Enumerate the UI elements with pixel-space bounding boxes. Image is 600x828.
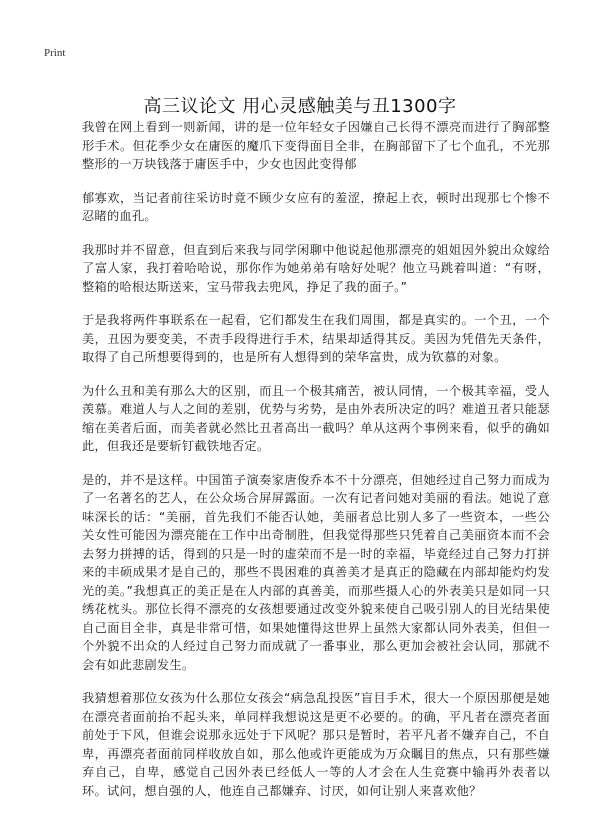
paragraph-5: 为什么丑和美有那么大的区别，而且一个极其痛苦，被认同情，一个极其幸福，受人羡慕。难道人与人之间的差别，优势与劣势，是由外表所决定的吗？难道丑者只能瑟缩在美者后面，而美者就必然比丑者高出一截吗？单从这两个事例来看，似乎的确如此，但我还是要斩钉截铁地否定。 [82, 383, 550, 453]
article-title: 高三议论文 用心灵感触美与丑1300字 [143, 96, 457, 118]
paragraph-4: 于是我将两件事联系在一起看，它们都发生在我们周围，都是真实的。一个丑，一个美，丑因为要变美，不责手段得进行手术，结果却适得其反。美因为凭借先天条件，取得了自己所想要得到的，也是所有人想得到的荣华富贵，成为钦慕的对象。 [82, 313, 550, 364]
article-body [82, 118, 550, 815]
paragraph-7: 我猜想着那位女孩为什么那位女孩会“病急乱投医”盲目手术，很大一个原因那便是她在漂亮者面前抬不起头来，单同样我想说这是更不必要的。的确，平凡者在漂亮者面前处于下风，但谁会说那永远处于下风呢？那只是暂时，若平凡者不嫌弃自己，不自卑，再漂亮者面前同样收放自如，那么他或许更能成为万众瞩目的焦点，只有那些嫌弃自己，自卑，感觉自己因外表已经低人一等的人才会在人生竞赛中输再外表者以环。试问，想自强的人，他连自己都嫌弃、讨厌，如何让别人来喜欢他？ [82, 691, 550, 798]
paragraph-3: 我那时并不留意，但直到后来我与同学闲聊中他说起他那漂亮的姐姐因外貌出众嫁给了富人家，我打着哈哈说，那你作为她弟弟有啥好处呢？他立马跳着叫道：“有呀，整箱的哈根达斯送来，宝马带我去兜风，挣足了我的面子。” [82, 242, 550, 294]
paragraph-6: 是的，并不是这样。中国笛子演奏家唐俊乔本不十分漂亮，但她经过自己努力而成为了一名著名的艺人，在公众场合屏屏露面。一次有记者问她对美丽的看法。她说了意味深长的话：“美丽，首先我们不能否认她，美丽者总比别人多了一些资本，一些公关女性可能因为漂亮能在工作中出奇制胜，但我觉得那些只凭着自己美丽资本而不会去努力拼搏的话，得到的只是一时的虚荣而不是一时的幸福，毕竟经过自己努力打拼来的丰硕成果才是自己的，那些不畏困难的真善美才是真正的隐藏在内部却能灼灼发光的美。”我想真正的美正是在人内部的真善美，而那些摄人心的外表美只是如同一只绣花枕头。那位长得不漂亮的女孩想要通过改变外貌来使自己吸引别人的目光结果使自己面目全非，真是非常可惜，如果她懂得这世界上虽然大家都认同外表美，但但一个外貌不出众的人经过自己努力而成就了一番事业，那么更加会被社会认同，那就不会有如此悲剧发生。 [82, 472, 550, 672]
paragraph-2: 郁寡欢，当记者前往采访时竟不顾少女应有的羞涩，撩起上衣，顿时出现那七个惨不忍睹的血孔。 [82, 190, 550, 223]
paragraph-1: 我曾在网上看到一则新闻，讲的是一位年轻女子因嫌自己长得不漂亮而进行了胸部整形手术。但花季少女在庸医的魔爪下变得面目全非，在胸部留下了七个血孔，不光那整形的一万块钱落于庸医手中，少女也因此变得郁 [82, 120, 550, 171]
print-label: Print [44, 47, 66, 59]
